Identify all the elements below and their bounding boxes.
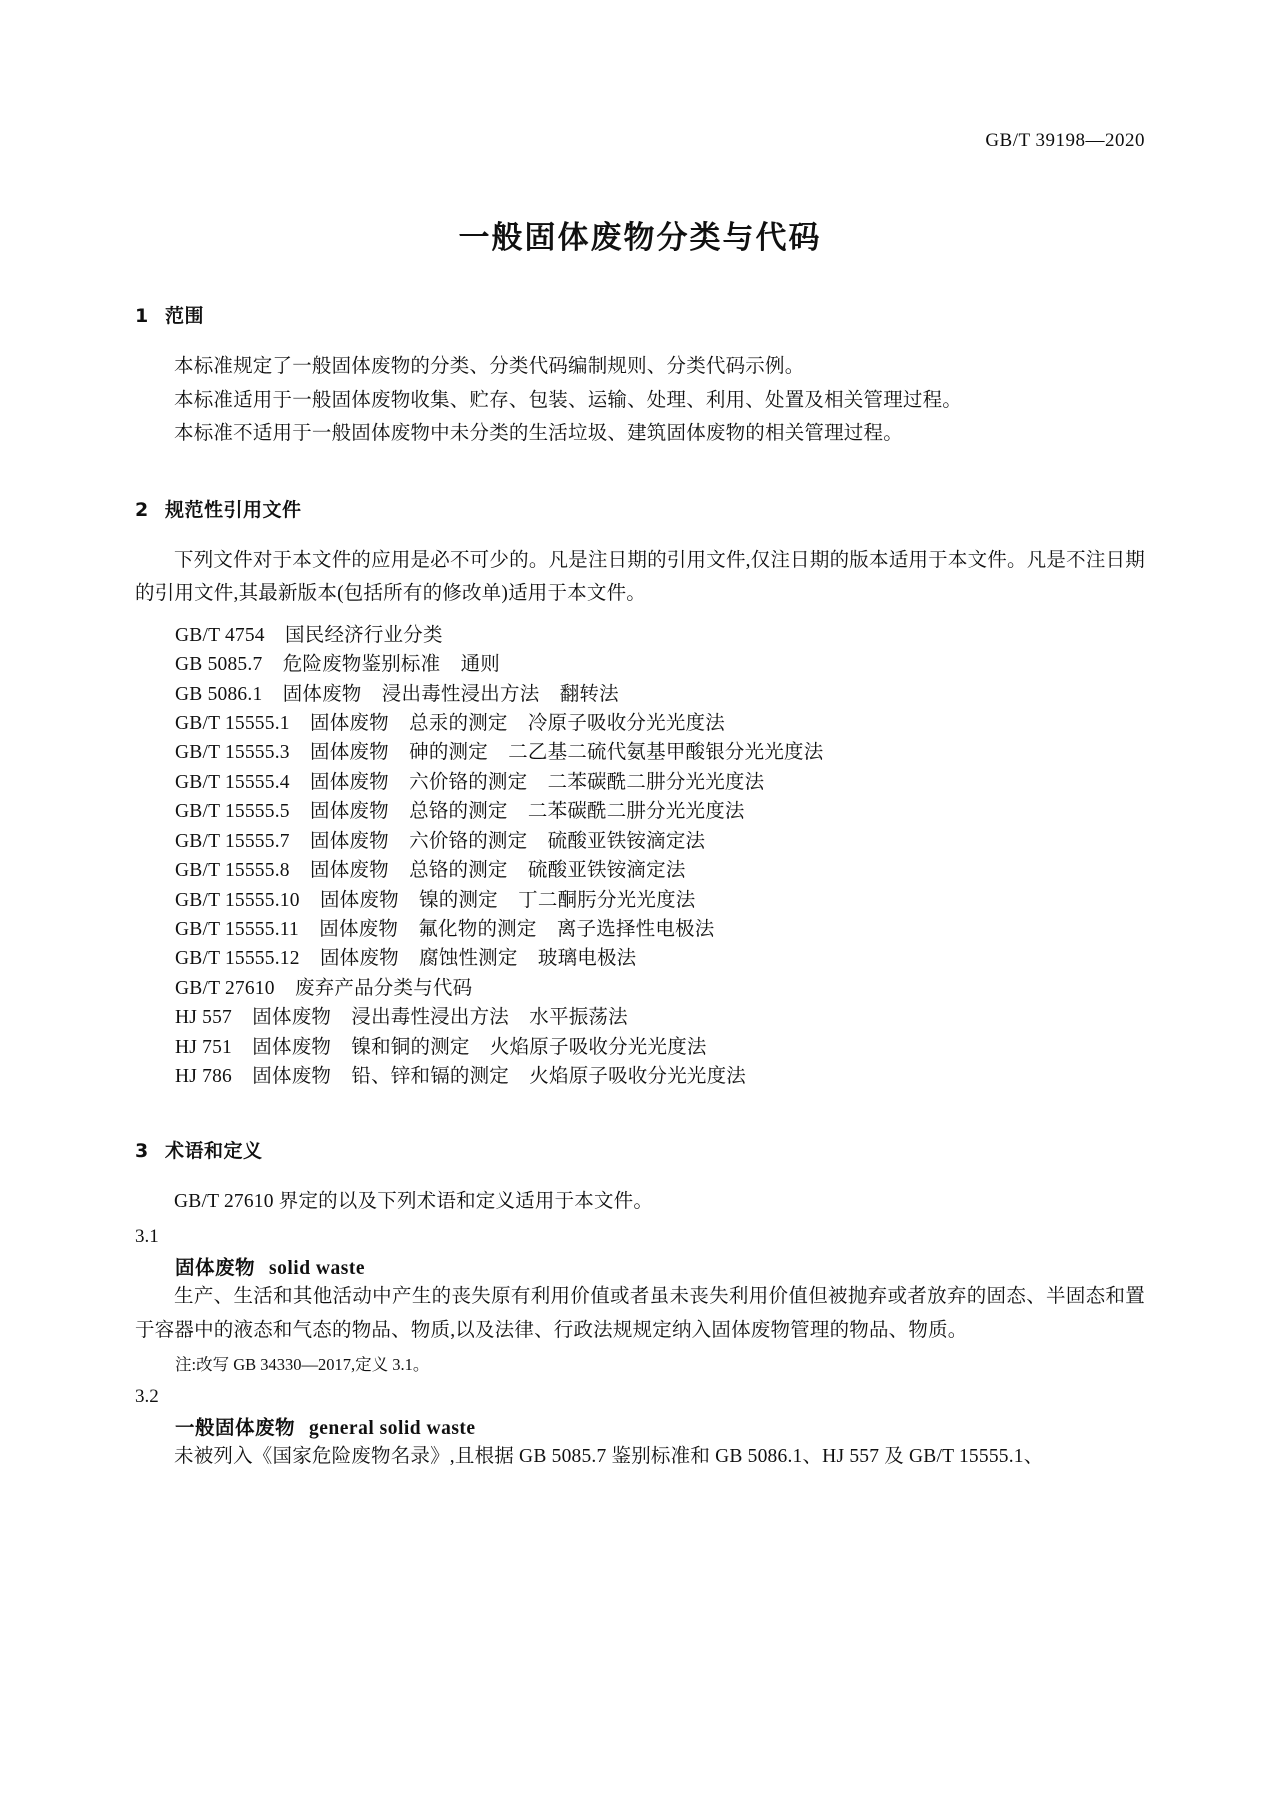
clause-2-intro: 下列文件对于本文件的应用是必不可少的。凡是注日期的引用文件,仅注日期的版本适用于本文件。凡是不注日期的引用文件,其最新版本(包括所有的修改单)适用于本文件。 (135, 549, 1145, 605)
clause-3-heading (135, 1136, 1145, 1163)
clause-3-intro: GB/T 27610 界定的以及下列术语和定义适用于本文件。 (174, 1190, 654, 1212)
clause-3-number: 3 (135, 1139, 149, 1162)
clause-2-number: 2 (135, 498, 149, 521)
page-header (135, 0, 1145, 152)
term-name-3-1 (135, 1252, 1145, 1280)
reference-item: GB/T 15555.5 固体废物 总铬的测定 二苯碳酰二肼分光光度法 (175, 801, 745, 823)
term-definition-3-2: 未被列入《国家危险废物名录》,且根据 GB 5085.7 鉴别标准和 GB 5086.1、HJ 557 及 GB/T 15555.1、 (174, 1446, 1044, 1467)
term-number-3-2: 3.2 (135, 1386, 159, 1407)
term-name-en: general solid waste (309, 1418, 476, 1439)
clause-2-heading (135, 495, 1145, 522)
clause-2-title: 规范性引用文件 (165, 498, 302, 521)
clause-1-body (135, 350, 1145, 451)
term-name-3-2 (135, 1412, 1145, 1440)
clause-1-number: 1 (135, 305, 149, 327)
clause-3-title: 术语和定义 (165, 1139, 263, 1162)
document-title: 一般固体废物分类与代码 (458, 220, 822, 256)
term-name-cn: 固体废物 (175, 1256, 256, 1280)
reference-item: HJ 751 固体废物 镍和铜的测定 火焰原子吸收分光光度法 (175, 1036, 707, 1058)
clause-2-body (135, 544, 1145, 1092)
reference-item: GB/T 4754 国民经济行业分类 (175, 624, 443, 646)
term-note-3-1: 注:改写 GB 34330—2017,定义 3.1。 (175, 1355, 430, 1375)
reference-item: GB/T 15555.10 固体废物 镍的测定 丁二酮肟分光光度法 (175, 889, 696, 911)
term-definition-3-1: 生产、生活和其他活动中产生的丧失原有利用价值或者虽未丧失利用价值但被抛弃或者放弃的固态、半固态和置于容器中的液态和气态的物品、物质,以及法律、行政法规规定纳入固体废物管理的物品、物质。 (135, 1286, 1145, 1341)
reference-item: GB/T 15555.12 固体废物 腐蚀性测定 玻璃电极法 (175, 948, 637, 970)
normative-reference-list (135, 621, 1145, 1092)
reference-item: GB/T 15555.1 固体废物 总汞的测定 冷原子吸收分光光度法 (175, 712, 725, 734)
reference-item: GB/T 15555.4 固体废物 六价铬的测定 二苯碳酰二肼分光光度法 (175, 771, 765, 793)
clause-1-heading (135, 301, 1145, 328)
reference-item: GB 5086.1 固体废物 浸出毒性浸出方法 翻转法 (175, 683, 619, 705)
reference-item: GB/T 15555.3 固体废物 砷的测定 二乙基二硫代氨基甲酸银分光光度法 (175, 742, 824, 764)
term-number-3-1: 3.1 (135, 1226, 159, 1248)
clause-1-para-2: 本标准适用于一般固体废物收集、贮存、包装、运输、处理、利用、处置及相关管理过程。 (174, 389, 963, 411)
clause-1-para-1: 本标准规定了一般固体废物的分类、分类代码编制规则、分类代码示例。 (174, 356, 805, 377)
clause-1-title: 范围 (165, 305, 205, 327)
reference-item: GB/T 15555.8 固体废物 总铬的测定 硫酸亚铁铵滴定法 (175, 860, 686, 882)
reference-item: GB/T 15555.11 固体废物 氟化物的测定 离子选择性电极法 (175, 919, 715, 941)
reference-item: HJ 786 固体废物 铅、锌和镉的测定 火焰原子吸收分光光度法 (175, 1066, 746, 1088)
term-name-en: solid waste (269, 1258, 365, 1280)
clause-1-para-3: 本标准不适用于一般固体废物中未分类的生活垃圾、建筑固体废物的相关管理过程。 (174, 423, 903, 445)
reference-item: GB 5085.7 危险废物鉴别标准 通则 (175, 654, 500, 676)
reference-item: HJ 557 固体废物 浸出毒性浸出方法 水平振荡法 (175, 1007, 628, 1029)
clause-3-body (135, 1185, 1145, 1474)
term-name-cn: 一般固体废物 (175, 1416, 296, 1439)
standard-number: GB/T 39198—2020 (985, 130, 1145, 151)
reference-item: GB/T 15555.7 固体废物 六价铬的测定 硫酸亚铁铵滴定法 (175, 830, 706, 852)
reference-item: GB/T 27610 废弃产品分类与代码 (175, 977, 473, 999)
